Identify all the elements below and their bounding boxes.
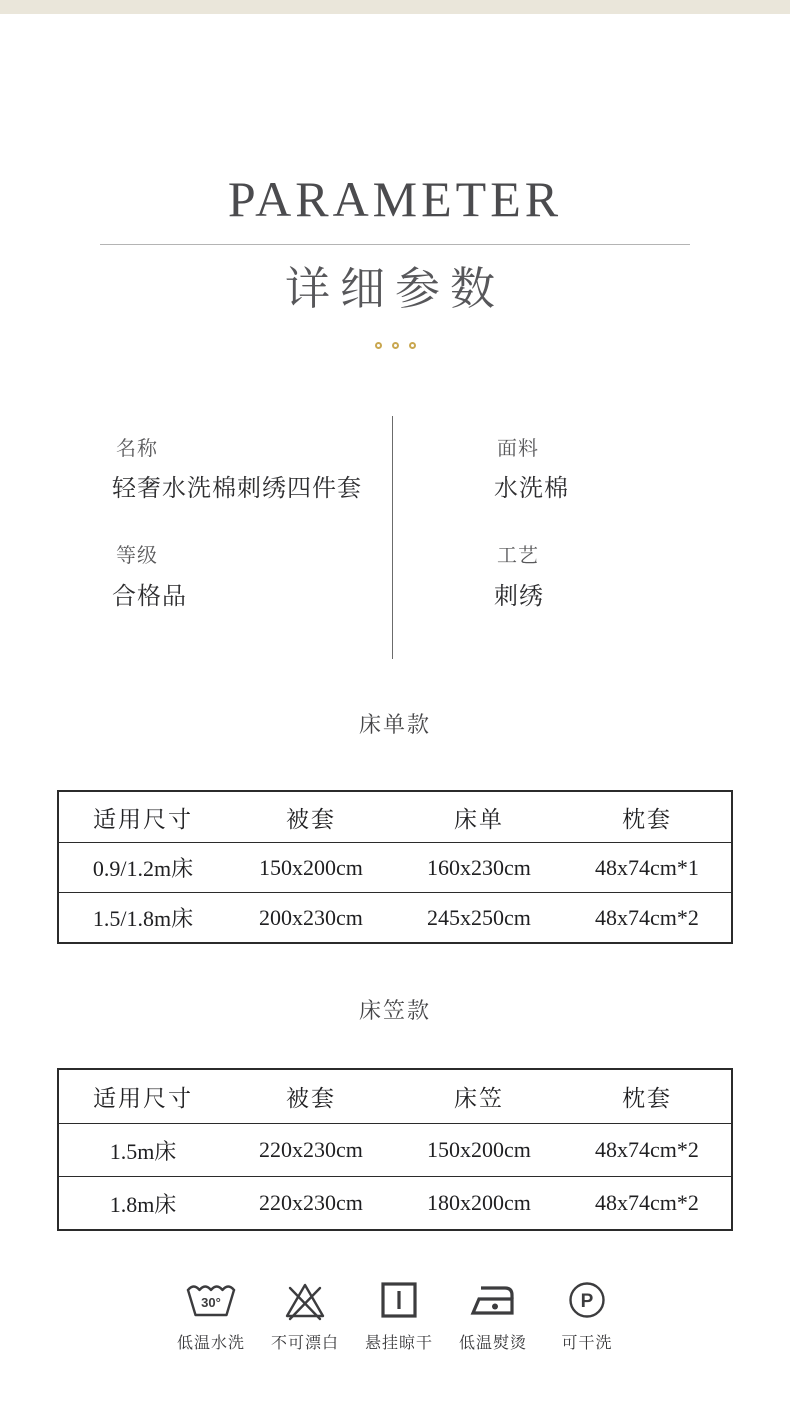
table-row	[59, 1123, 731, 1176]
page-title: PARAMETER	[227, 171, 563, 227]
table-heading-sheet: 床单款	[358, 712, 431, 737]
spec-value-grade: 合格品	[112, 584, 187, 610]
care-icons-row	[164, 1276, 634, 1353]
table-cell: 245x250cm	[427, 904, 531, 930]
hang-dry-icon	[379, 1276, 419, 1324]
care-item-bleach	[258, 1276, 352, 1353]
no-bleach-icon	[282, 1276, 328, 1324]
column-header: 枕套	[622, 1086, 672, 1111]
table-row	[59, 892, 731, 942]
table-row	[59, 1176, 731, 1229]
care-label: 可干洗	[561, 1335, 613, 1352]
spec-label-fabric: 面料	[497, 438, 539, 460]
table-cell: 220x230cm	[259, 1190, 363, 1215]
table-row	[59, 842, 731, 892]
table-header-row	[59, 1070, 731, 1123]
column-header: 床笠	[454, 1086, 504, 1111]
table-cell: 150x200cm	[427, 1137, 531, 1162]
care-item-dryclean	[540, 1276, 634, 1353]
column-header: 床单	[454, 806, 504, 832]
care-label: 悬挂晾干	[364, 1335, 433, 1352]
column-header: 适用尺寸	[93, 1086, 193, 1111]
dot-icon	[409, 342, 416, 349]
table-cell: 180x200cm	[427, 1190, 531, 1215]
table-cell: 48x74cm*2	[595, 1190, 699, 1215]
table-cell: 48x74cm*2	[595, 1137, 699, 1162]
page-subtitle: 详细参数	[284, 264, 505, 314]
svg-text:30°: 30°	[201, 1295, 221, 1310]
table-cell: 0.9/1.2m床	[92, 856, 194, 881]
column-header: 被套	[286, 806, 336, 832]
table-cell: 1.8m床	[109, 1191, 177, 1217]
spec-label-grade: 等级	[116, 545, 158, 567]
care-label: 不可漂白	[270, 1335, 339, 1352]
title-divider-line	[100, 244, 690, 245]
care-label: 低温熨烫	[458, 1335, 527, 1352]
wash-30-icon	[184, 1276, 238, 1324]
column-header: 适用尺寸	[93, 806, 193, 832]
column-header: 被套	[286, 1086, 336, 1111]
care-label: 低温水洗	[176, 1335, 245, 1352]
table-header-row	[59, 792, 731, 842]
spec-label-craft: 工艺	[497, 545, 539, 567]
spec-value-craft: 刺绣	[494, 584, 544, 610]
table-heading-fitted: 床笠款	[358, 998, 431, 1023]
spec-value-fabric: 水洗棉	[494, 476, 569, 502]
spec-value-name: 轻奢水洗棉刺绣四件套	[112, 476, 362, 502]
dot-icon	[375, 342, 382, 349]
sheet-size-table	[57, 790, 733, 944]
top-strip	[0, 0, 790, 14]
spec-label-name: 名称	[116, 438, 158, 460]
svg-text:P: P	[580, 1291, 594, 1312]
table-cell: 220x230cm	[259, 1137, 363, 1162]
fitted-size-table	[57, 1068, 733, 1231]
dot-icon	[392, 342, 399, 349]
care-item-iron	[446, 1276, 540, 1353]
dry-clean-icon	[567, 1276, 607, 1324]
care-item-wash	[164, 1276, 258, 1353]
table-cell: 48x74cm*2	[595, 904, 699, 930]
iron-low-icon	[468, 1276, 518, 1324]
ornament-dots	[0, 342, 790, 349]
table-cell: 200x230cm	[259, 904, 363, 930]
table-cell: 150x200cm	[259, 854, 363, 880]
table-cell: 1.5/1.8m床	[92, 906, 194, 931]
vertical-divider	[392, 416, 393, 659]
table-cell: 1.5m床	[109, 1138, 177, 1164]
column-header: 枕套	[622, 806, 672, 832]
table-cell: 160x230cm	[427, 854, 531, 880]
table-cell: 48x74cm*1	[595, 854, 699, 880]
care-item-dry	[352, 1276, 446, 1353]
